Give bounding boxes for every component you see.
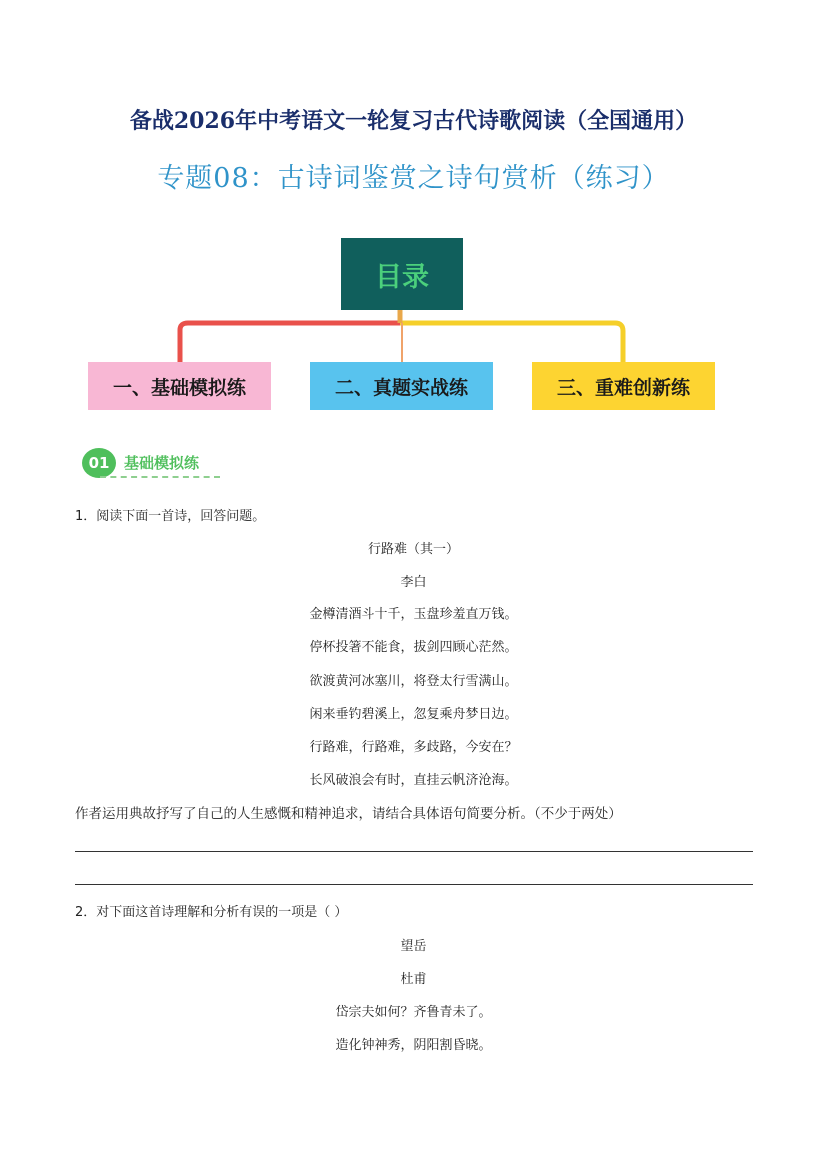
q2-poem-author: 杜甫: [400, 972, 427, 987]
q1-prompt: 1．阅读下面一首诗，回答问题。: [75, 509, 266, 524]
section-underline: [100, 476, 220, 478]
q1-poem-author: 李白: [400, 575, 427, 590]
q2-poem-line: 岱宗夫如何？齐鲁青未了。: [335, 1005, 492, 1020]
document-subtitle: 专题08：古诗词鉴赏之诗句赏析（练习）: [157, 163, 670, 194]
q1-poem-line: 欲渡黄河冰塞川，将登太行雪满山。: [309, 674, 518, 689]
toc-branch-basic[interactable]: 一、基础模拟练: [88, 362, 271, 410]
toc-root-box: 目录: [341, 238, 463, 310]
q1-poem-title: 行路难（其一）: [367, 542, 459, 557]
q1-poem-line: 金樽清酒斗十千，玉盘珍羞直万钱。: [309, 607, 518, 622]
q2-poem-line: 造化钟神秀，阴阳割昏晓。: [335, 1038, 492, 1053]
section-label: 基础模拟练: [124, 454, 200, 472]
q1-poem-line: 长风破浪会有时，直挂云帆济沧海。: [309, 773, 518, 788]
q1-poem-line: 停杯投箸不能食，拔剑四顾心茫然。: [309, 640, 518, 655]
q2-poem-title: 望岳: [400, 939, 427, 954]
answer-line[interactable]: [75, 851, 753, 852]
q1-poem-line: 闲来垂钓碧溪上，忽复乘舟梦日边。: [309, 707, 518, 722]
document-title: 备战2026年中考语文一轮复习古代诗歌阅读（全国通用）: [129, 108, 698, 134]
toc-branch-real-exam[interactable]: 二、真题实战练: [310, 362, 493, 410]
q1-question: 作者运用典故抒写了自己的人生感慨和精神追求，请结合具体语句简要分析。（不少于两处）: [75, 806, 622, 822]
toc-branch-innovation[interactable]: 三、重难创新练: [532, 362, 715, 410]
section-number-badge: 01: [82, 448, 116, 478]
q2-prompt: 2．对下面这首诗理解和分析有误的一项是（ ）: [75, 905, 348, 920]
q1-poem-line: 行路难，行路难，多歧路，今安在？: [309, 740, 518, 755]
section-header: [80, 446, 230, 480]
answer-line[interactable]: [75, 884, 753, 885]
